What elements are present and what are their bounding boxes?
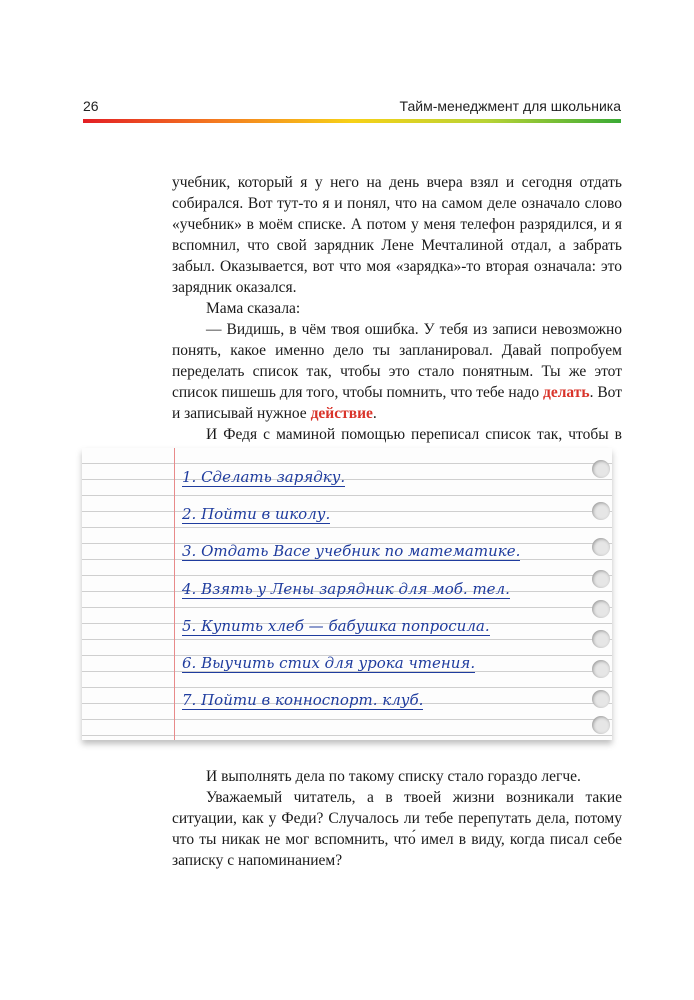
list-item: 1. Сделать зарядку. (182, 468, 346, 486)
binder-hole-icon (592, 716, 610, 734)
binder-hole-icon (592, 460, 610, 478)
page-header (83, 94, 621, 118)
header-gradient-rule (83, 119, 621, 123)
paragraph-4: И Федя с маминой помощью переписал список так, чтобы в (206, 426, 622, 443)
binder-hole-icon (592, 600, 610, 618)
body-text-bottom (172, 766, 622, 871)
paragraph-1: учебник, который я у него на день вчера взял и сегодня отдать собирался. Вот тут-то я и понял, что на самом деле означало слово «учебник» в моём списке. А потом у меня телефон разрядился, и я вспомнил, что свой зарядник Лене Мечталиной отдал, а забрать забыл. Оказывается, вот что моя «зарядка»-то вторая означала: это зарядник оказался. (172, 174, 622, 296)
binder-hole-icon (592, 502, 610, 520)
highlight-do: делать (543, 384, 590, 401)
paragraph-3-end: . (372, 405, 377, 422)
paragraph-2: Мама сказала: (206, 300, 301, 317)
paragraph-3 (172, 319, 622, 424)
paragraph-6: Уважаемый читатель, а в твоей жизни возникали такие ситуации, как у Феди? Случалось ли тебе перепутать дела, потому что ты никак не мог вспомнить, что́ имел в виду, когда писал себе записку с напоминанием? (172, 789, 622, 869)
list-item: 2. Пойти в школу. (182, 505, 331, 523)
list-item: 3. Отдать Васе учебник по математике. (182, 542, 521, 560)
binder-hole-icon (592, 630, 610, 648)
list-item: 6. Выучить стих для урока чтения. (182, 654, 476, 672)
page-number: 26 (83, 98, 99, 114)
list-item: 7. Пойти в конноспорт. клуб. (182, 691, 424, 709)
list-item: 4. Взять у Лены зарядник для моб. тел. (182, 580, 510, 598)
highlight-action: действие (310, 405, 373, 422)
binder-hole-icon (592, 570, 610, 588)
binder-hole-icon (592, 690, 610, 708)
paragraph-3-start: — Видишь, в чём твоя ошибка. У тебя из записи невозможно понять, какое именно дело ты запланировал. Давай попробуем переделать список так, чтобы это стало понятным. Ты же этот список пишешь для того, чтобы помнить, что тебе надо (172, 321, 622, 401)
paragraph-3-mid: . Вот и записывай нужное (172, 384, 623, 422)
body-text-top (172, 172, 622, 466)
list-item: 5. Купить хлеб — бабушка попросила. (182, 617, 490, 635)
notebook-sheet (82, 448, 612, 740)
notebook-margin-line (174, 448, 175, 740)
binder-hole-icon (592, 660, 610, 678)
binder-hole-icon (592, 538, 610, 556)
running-title: Тайм-менеджмент для школьника (399, 98, 621, 114)
paragraph-5: И выполнять дела по такому списку стало гораздо легче. (206, 768, 581, 785)
